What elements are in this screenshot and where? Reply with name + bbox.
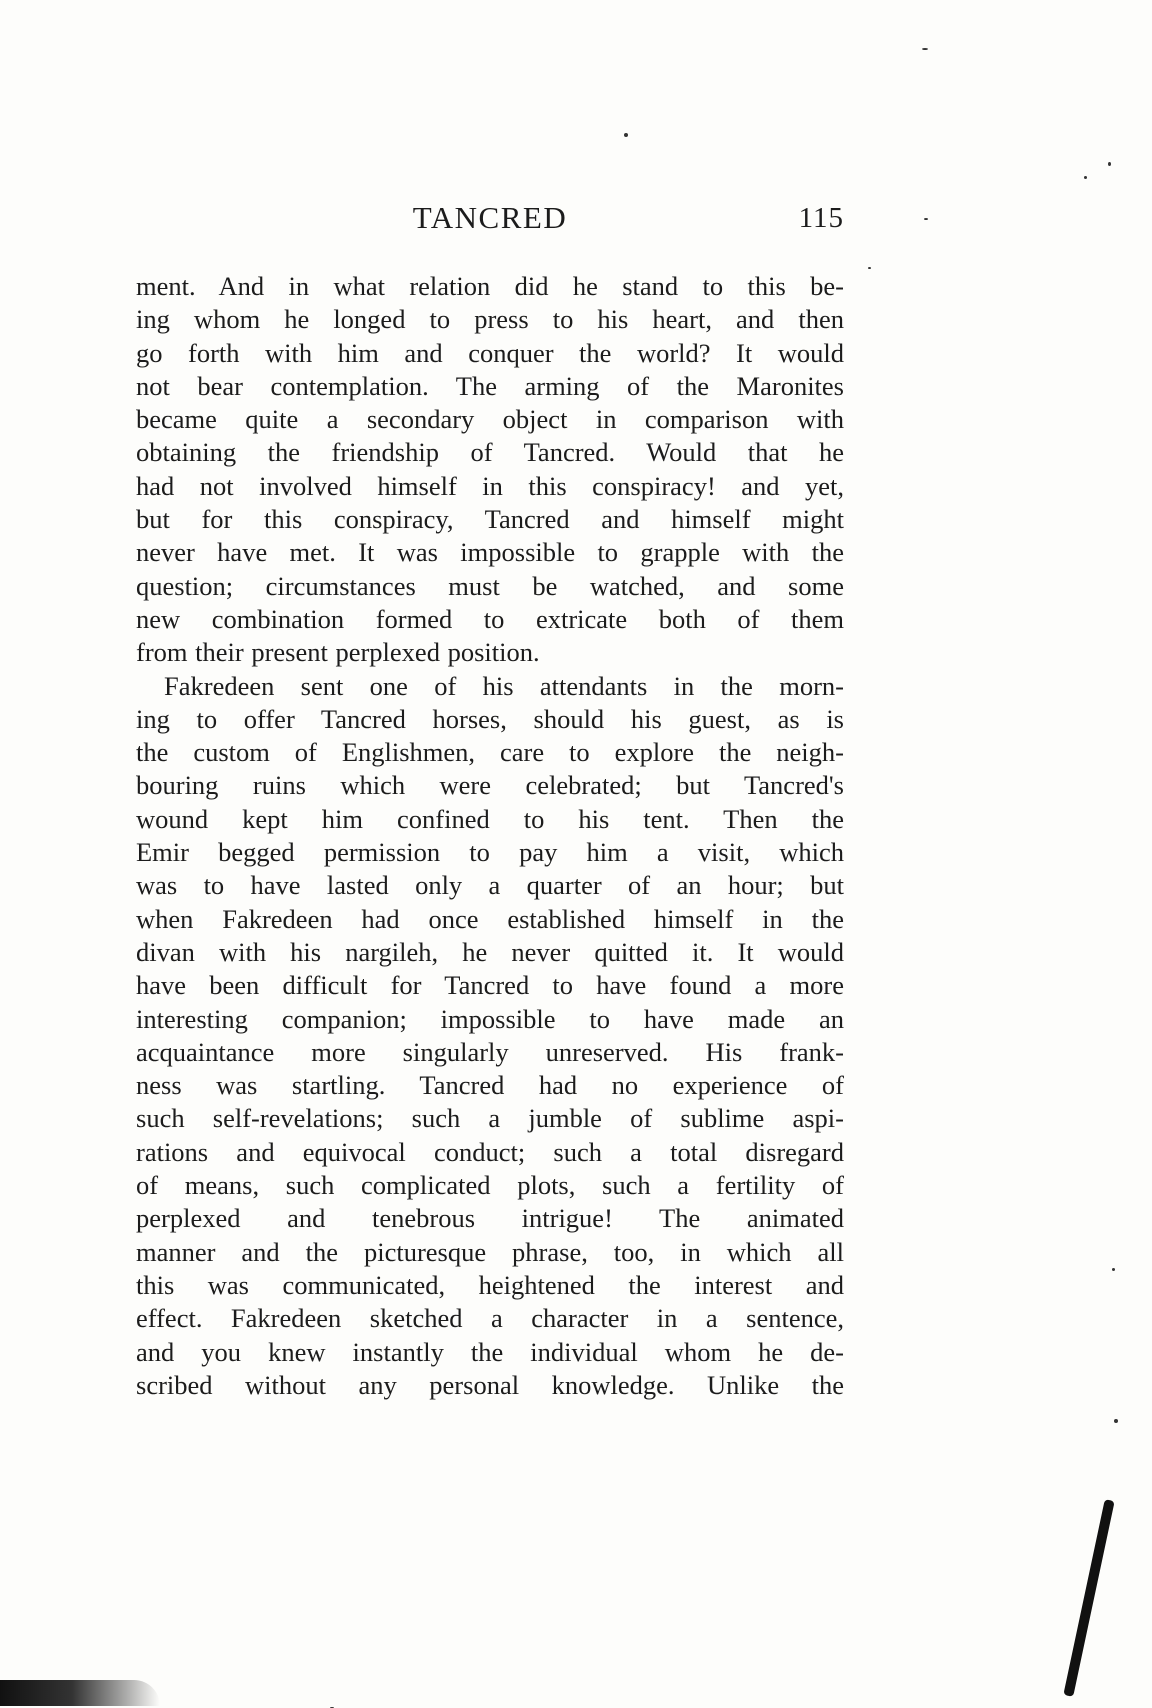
text-line: but for this conspiracy, Tancred and himself might xyxy=(136,504,844,535)
running-head xyxy=(136,200,844,240)
text-line: ness was startling. Tancred had no experience of xyxy=(136,1070,844,1101)
text-line: divan with his nargileh, he never quitted it. It would xyxy=(136,936,844,967)
text-line: from their present perplexed position. xyxy=(136,637,540,668)
text-line: the custom of Englishmen, care to explore the neigh- xyxy=(136,737,844,768)
text-line: of means, such complicated plots, such a fertility of xyxy=(136,1170,844,1201)
text-line: rations and equivocal conduct; such a total disregard xyxy=(136,1136,844,1167)
text-line: question; circumstances must be watched, and some xyxy=(136,570,844,601)
text-line: perplexed and tenebrous intrigue! The animated xyxy=(136,1203,844,1234)
text-line: such self-revelations; such a jumble of sublime aspi- xyxy=(136,1103,844,1134)
text-line: obtaining the friendship of Tancred. Would that he xyxy=(136,437,844,468)
text-line: wound kept him confined to his tent. Then the xyxy=(136,803,844,834)
page-number: 115 xyxy=(798,202,844,234)
text-line: Emir begged permission to pay him a visit, which xyxy=(136,837,844,868)
text-line: Fakredeen sent one of his attendants in the morn- xyxy=(164,670,844,701)
text-line: had not involved himself in this conspiracy! and yet, xyxy=(136,470,844,501)
text-line: new combination formed to extricate both of them xyxy=(136,603,844,634)
text-line: this was communicated, heightened the interest and xyxy=(136,1269,844,1300)
scan-speck xyxy=(924,218,928,220)
text-line: ing to offer Tancred horses, should his guest, as is xyxy=(136,703,844,734)
text-line: manner and the picturesque phrase, too, in which all xyxy=(136,1236,844,1267)
running-title: TANCRED xyxy=(412,200,568,235)
scan-speck xyxy=(1108,162,1111,166)
text-line: ing whom he longed to press to his heart, and then xyxy=(136,304,844,335)
text-line: not bear contemplation. The arming of the Maronites xyxy=(136,370,844,401)
text-line: scribed without any personal knowledge. Unlike the xyxy=(136,1369,844,1400)
text-line: ment. And in what relation did he stand to this be- xyxy=(136,271,844,301)
text-line: interesting companion; impossible to have made an xyxy=(136,1003,844,1034)
body-text xyxy=(136,270,844,1402)
scan-speck xyxy=(1112,1268,1115,1271)
text-line: was to have lasted only a quarter of an hour; but xyxy=(136,870,844,901)
text-line: have been difficult for Tancred to have found a more xyxy=(136,970,844,1001)
scan-speck xyxy=(868,267,871,269)
scan-speck xyxy=(624,133,628,137)
text-line: effect. Fakredeen sketched a character in a sentence, xyxy=(136,1303,844,1334)
pen-mark xyxy=(1063,1499,1114,1697)
scan-smudge xyxy=(0,1680,160,1706)
text-line: never have met. It was impossible to grapple with the xyxy=(136,537,844,568)
text-line: bouring ruins which were celebrated; but Tancred's xyxy=(136,770,844,801)
text-line: and you knew instantly the individual whom he de- xyxy=(136,1336,844,1367)
scan-speck xyxy=(922,48,928,50)
scan-speck xyxy=(1114,1419,1118,1423)
text-line: acquaintance more singularly unreserved. His frank- xyxy=(136,1036,844,1067)
text-line: go forth with him and conquer the world? It would xyxy=(136,337,844,368)
text-line: when Fakredeen had once established himself in the xyxy=(136,903,844,934)
scan-speck xyxy=(1084,176,1087,179)
text-line: became quite a secondary object in comparison with xyxy=(136,404,844,435)
